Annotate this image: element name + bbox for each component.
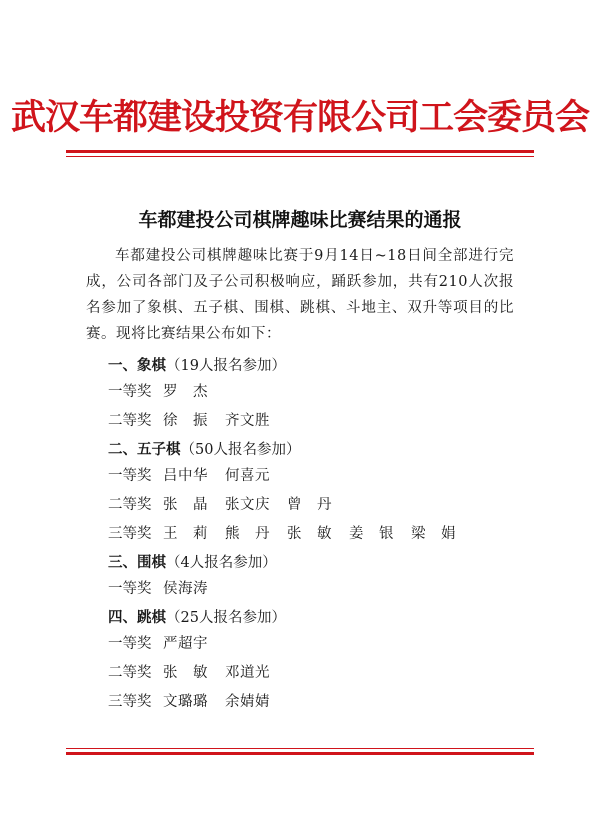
award-row bbox=[108, 576, 528, 602]
section-title: 三、围棋 bbox=[108, 555, 166, 571]
award-label: 二等奖 bbox=[108, 413, 152, 429]
winner-name: 熊 丹 bbox=[225, 526, 270, 542]
award-label: 二等奖 bbox=[108, 665, 152, 681]
award-row bbox=[108, 521, 528, 547]
award-row bbox=[108, 408, 528, 434]
winner-name: 齐文胜 bbox=[225, 413, 270, 429]
winner-name: 吕中华 bbox=[163, 468, 208, 484]
winner-name: 徐 振 bbox=[163, 413, 208, 429]
org-header: 武汉车都建设投资有限公司工会委员会 bbox=[10, 97, 589, 138]
section-entry-count: （50人报名参加） bbox=[180, 442, 301, 458]
section-entry-count: （19人报名参加） bbox=[166, 358, 286, 374]
section-entry-count: （4人报名参加） bbox=[166, 555, 277, 571]
winner-name: 姜 银 bbox=[349, 526, 394, 542]
header-rule-thin bbox=[66, 156, 534, 157]
winner-name: 何喜元 bbox=[225, 468, 270, 484]
award-label: 一等奖 bbox=[108, 384, 152, 400]
award-label: 三等奖 bbox=[108, 526, 152, 542]
winner-name: 余婧婧 bbox=[225, 694, 270, 710]
award-label: 二等奖 bbox=[108, 497, 152, 513]
results-list bbox=[108, 353, 528, 718]
section-title: 一、象棋 bbox=[108, 358, 166, 374]
award-row bbox=[108, 492, 528, 518]
section-heading bbox=[108, 605, 528, 631]
document-title: 车都建投公司棋牌趣味比赛结果的通报 bbox=[138, 209, 462, 231]
winner-name: 张 敏 bbox=[287, 526, 332, 542]
winner-name: 文璐璐 bbox=[163, 694, 208, 710]
award-label: 三等奖 bbox=[108, 694, 152, 710]
winner-name: 邓道光 bbox=[225, 665, 270, 681]
section-title: 四、跳棋 bbox=[108, 610, 166, 626]
footer-rule-thick bbox=[66, 752, 534, 755]
header-rule-thick bbox=[66, 150, 534, 153]
winner-name: 罗 杰 bbox=[163, 384, 208, 400]
winner-name: 严超宇 bbox=[163, 636, 208, 652]
section-heading bbox=[108, 353, 528, 379]
award-row bbox=[108, 379, 528, 405]
section-heading bbox=[108, 550, 528, 576]
section-heading bbox=[108, 437, 528, 463]
intro-paragraph: 车都建投公司棋牌趣味比赛于9月14日~18日间全部进行完成，公司各部门及子公司积极响应，踊跃参加，共有210人次报名参加了象棋、五子棋、围棋、跳棋、斗地主、双升等项目的比赛。现将比赛结果公布如下： bbox=[86, 248, 514, 342]
section-entry-count: （25人报名参加） bbox=[166, 610, 286, 626]
award-label: 一等奖 bbox=[108, 581, 152, 597]
winner-name: 梁 娟 bbox=[411, 526, 456, 542]
footer-rule-thin bbox=[66, 748, 534, 749]
award-row bbox=[108, 631, 528, 657]
winner-name: 王 莉 bbox=[163, 526, 208, 542]
award-row bbox=[108, 463, 528, 489]
winner-name: 曾 丹 bbox=[287, 497, 332, 513]
winner-name: 侯海涛 bbox=[163, 581, 208, 597]
section-title: 二、五子棋 bbox=[108, 442, 181, 458]
award-row bbox=[108, 660, 528, 686]
award-label: 一等奖 bbox=[108, 468, 152, 484]
award-label: 一等奖 bbox=[108, 636, 152, 652]
winner-name: 张 晶 bbox=[163, 497, 208, 513]
winner-name: 张 敏 bbox=[163, 665, 208, 681]
winner-name: 张文庆 bbox=[225, 497, 270, 513]
award-row bbox=[108, 689, 528, 715]
